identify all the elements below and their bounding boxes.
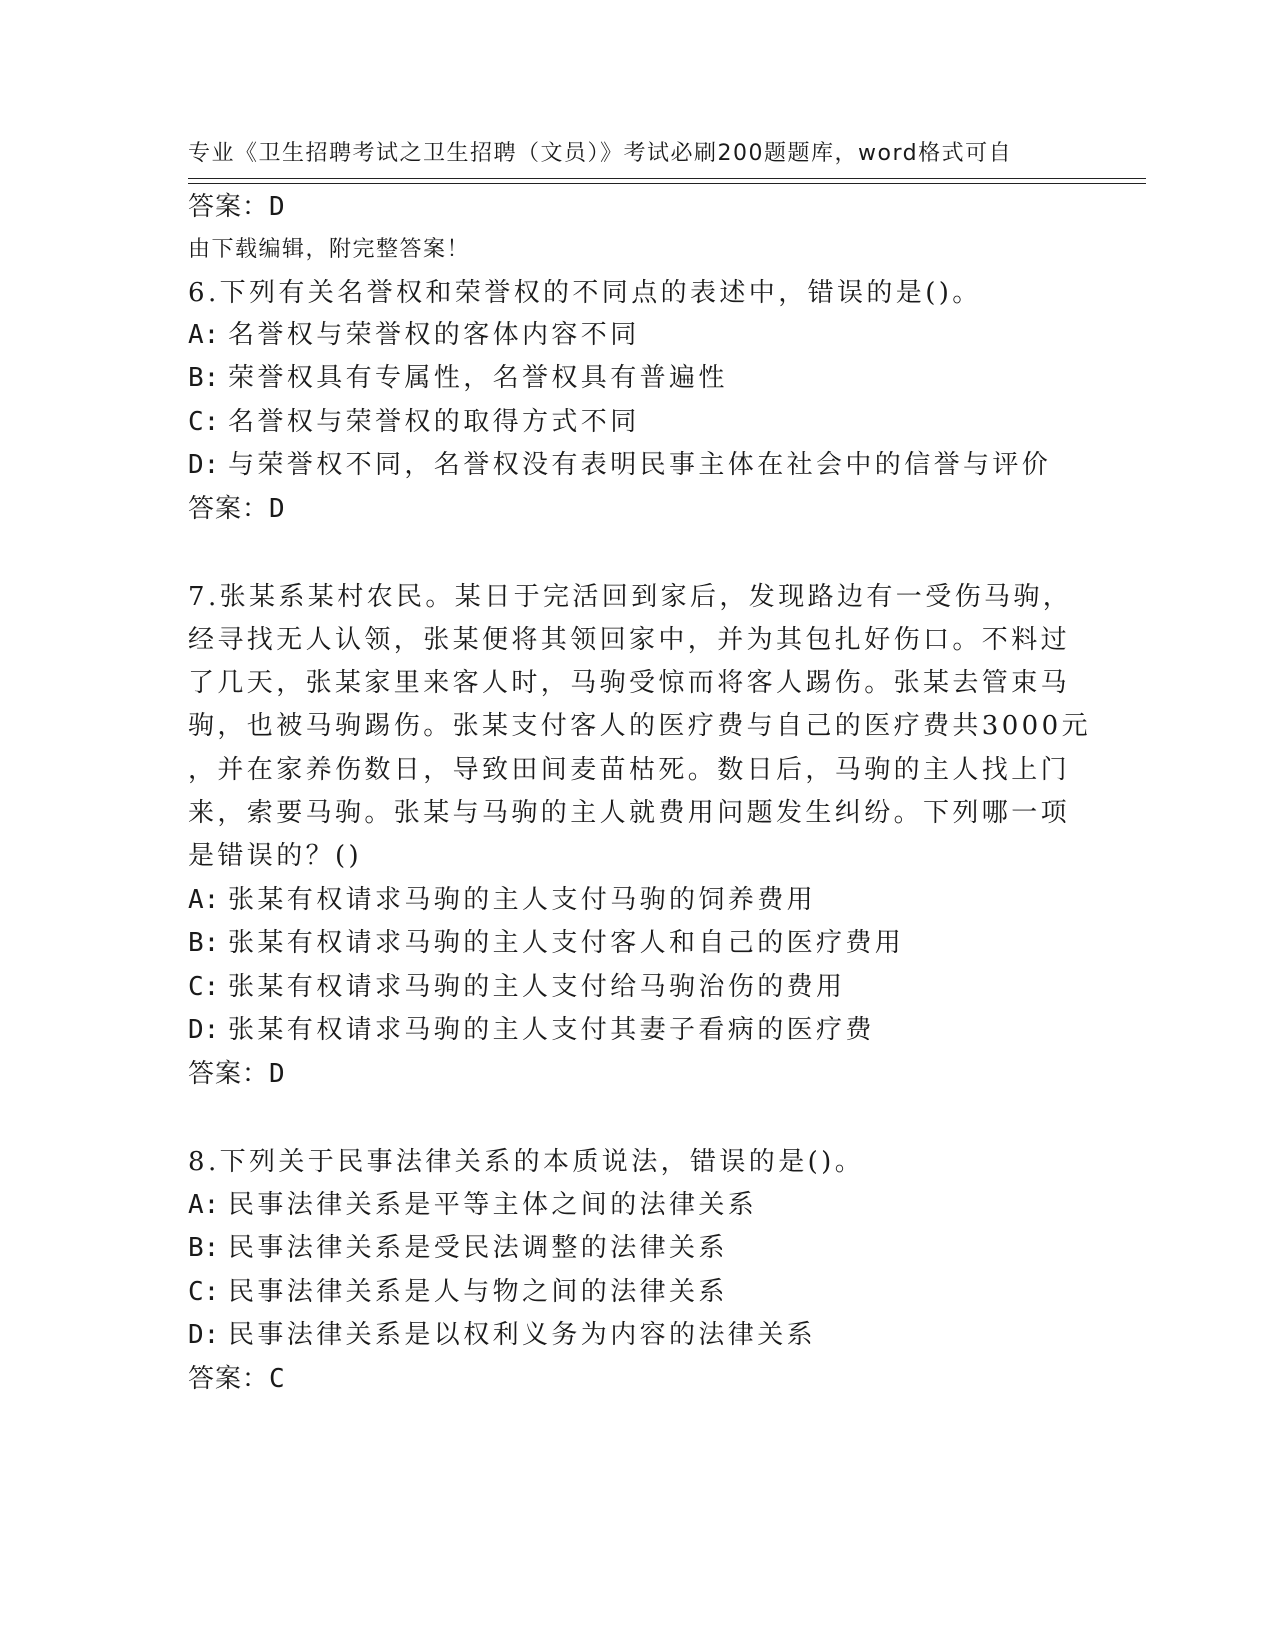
question-8-option-d xyxy=(188,1318,816,1352)
option-text: 民事法律关系是人与物之间的法律关系 xyxy=(228,1277,728,1307)
answer-value: C xyxy=(269,1364,286,1394)
question-7-text-line-3: 了几天，张某家里来客人时，马驹受惊而将客人踢伤。张某去管束马 xyxy=(188,668,1071,698)
question-6-option-b xyxy=(188,361,728,395)
option-text: 名誉权与荣誉权的取得方式不同 xyxy=(228,407,640,437)
answer-value: D xyxy=(269,494,286,524)
option-letter: C: xyxy=(188,1277,220,1307)
option-letter: A: xyxy=(188,885,220,915)
option-text: 张某有权请求马驹的主人支付客人和自己的医疗费用 xyxy=(228,928,905,958)
question-7-text-line-7: 是错误的？() xyxy=(188,841,363,871)
option-letter: D: xyxy=(188,1015,220,1045)
answer-label: 答案： xyxy=(188,1364,270,1394)
question-6-answer xyxy=(188,492,286,526)
option-text: 张某有权请求马驹的主人支付给马驹治伤的费用 xyxy=(228,972,846,1002)
option-text: 民事法律关系是以权利义务为内容的法律关系 xyxy=(228,1320,817,1350)
header-rule-bottom xyxy=(188,183,1146,184)
prev-answer xyxy=(188,190,286,224)
question-7-answer xyxy=(188,1057,286,1091)
question-7-text-line-1: 7.张某系某村农民。某日于完活回到家后，发现路边有一受伤马驹， xyxy=(188,582,1073,612)
option-text: 与荣誉权不同，名誉权没有表明民事主体在社会中的信誉与评价 xyxy=(228,450,1052,480)
question-8-answer xyxy=(188,1362,286,1396)
question-7-text-line-5: ，并在家养伤数日，导致田间麦苗枯死。数日后，马驹的主人找上门 xyxy=(188,755,1071,785)
answer-label: 答案： xyxy=(188,494,270,524)
option-text: 荣誉权具有专属性，名誉权具有普遍性 xyxy=(228,363,728,393)
header-rule-top xyxy=(188,178,1146,179)
answer-label: 答案： xyxy=(188,1059,270,1089)
option-text: 民事法律关系是平等主体之间的法律关系 xyxy=(228,1190,758,1220)
option-letter: D: xyxy=(188,450,220,480)
answer-value: D xyxy=(269,1059,286,1089)
question-7-text-line-2: 经寻找无人认领，张某便将其领回家中，并为其包扎好伤口。不料过 xyxy=(188,625,1071,655)
option-letter: D: xyxy=(188,1320,220,1350)
header-line-1: 专业《卫生招聘考试之卫生招聘（文员）》考试必刷200题题库，word格式可自 xyxy=(188,141,1013,166)
option-letter: B: xyxy=(188,1233,220,1263)
option-letter: A: xyxy=(188,1190,220,1220)
option-text: 名誉权与荣誉权的客体内容不同 xyxy=(228,320,640,350)
option-letter: C: xyxy=(188,407,220,437)
question-7-text-line-6: 来，索要马驹。张某与马驹的主人就费用问题发生纠纷。下列哪一项 xyxy=(188,798,1071,828)
question-7-option-a xyxy=(188,883,816,917)
document-header xyxy=(188,74,1088,298)
question-8-text: 8.下列关于民事法律关系的本质说法，错误的是()。 xyxy=(188,1147,865,1177)
answer-value: D xyxy=(269,192,286,222)
option-letter: A: xyxy=(188,320,220,350)
answer-label: 答案： xyxy=(188,192,270,222)
question-8-option-c xyxy=(188,1275,728,1309)
question-8-option-a xyxy=(188,1188,757,1222)
option-text: 张某有权请求马驹的主人支付其妻子看病的医疗费 xyxy=(228,1015,875,1045)
question-7-option-c xyxy=(188,970,845,1004)
option-text: 民事法律关系是受民法调整的法律关系 xyxy=(228,1233,728,1263)
question-6-option-c xyxy=(188,405,640,439)
header-line-2: 由下载编辑，附完整答案！ xyxy=(188,237,471,262)
question-8-option-b xyxy=(188,1231,728,1265)
option-letter: C: xyxy=(188,972,220,1002)
question-6-text: 6.下列有关名誉权和荣誉权的不同点的表述中，错误的是()。 xyxy=(188,278,982,308)
question-7-option-b xyxy=(188,926,904,960)
option-letter: B: xyxy=(188,928,220,958)
option-letter: B: xyxy=(188,363,220,393)
question-7-option-d xyxy=(188,1013,875,1047)
question-6-option-d xyxy=(188,448,1051,482)
option-text: 张某有权请求马驹的主人支付马驹的饲养费用 xyxy=(228,885,817,915)
question-7-text-line-4: 驹，也被马驹踢伤。张某支付客人的医疗费与自己的医疗费共3000元 xyxy=(188,711,1091,741)
question-6-option-a xyxy=(188,318,640,352)
